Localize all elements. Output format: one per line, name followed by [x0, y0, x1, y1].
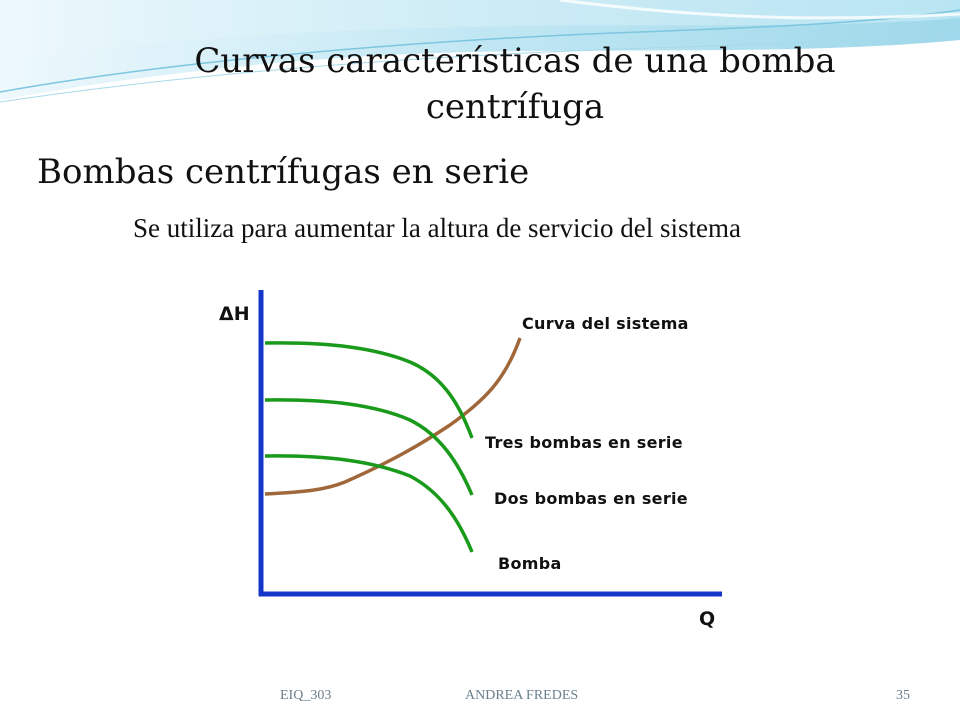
three-pumps-label: Tres bombas en serie — [485, 433, 683, 452]
slide-subtitle: Bombas centrífugas en serie — [37, 152, 530, 192]
footer-author: ANDREA FREDES — [465, 688, 579, 703]
slide-title: Curvas características de una bomba centrífuga — [194, 41, 836, 127]
three-pumps-curve — [265, 343, 472, 438]
system-curve-label: Curva del sistema — [522, 314, 689, 333]
footer-course: EIQ_303 — [280, 688, 332, 703]
two-pumps-curve — [265, 400, 472, 495]
footer-page-number: 35 — [896, 688, 910, 703]
x-axis-label: Q — [699, 608, 716, 630]
two-pumps-label: Dos bombas en serie — [494, 489, 688, 508]
slide-description: Se utiliza para aumentar la altura de servicio del sistema — [133, 213, 742, 243]
y-axis-label: ΔH — [219, 303, 250, 325]
one-pump-label: Bomba — [498, 554, 562, 573]
